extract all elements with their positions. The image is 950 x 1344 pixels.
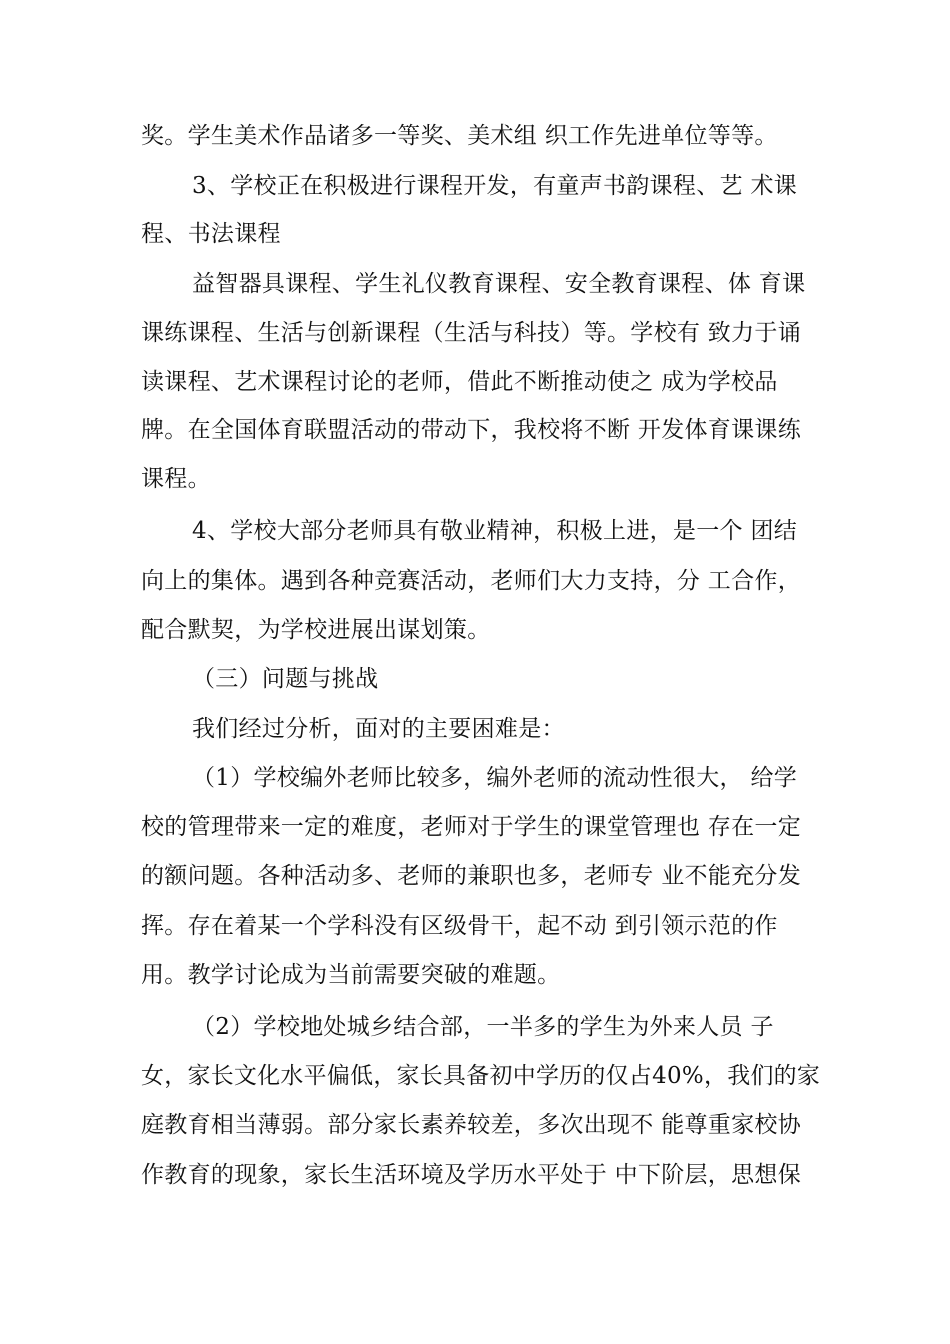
- text-line-10: 向上的集体。遇到各种竞赛活动，老师们大力支持，分 工合作，: [141, 568, 802, 594]
- text-line-11: 配合默契，为学校进展出谋划策。: [141, 617, 491, 643]
- text-line-21: 庭教育相当薄弱。部分家长素养较差，多次出现不 能尊重家校协: [141, 1112, 802, 1138]
- text-line-9: 4、学校大部分老师具有敬业精神，积极上进，是一个 团结: [192, 518, 798, 544]
- text-line-13: 我们经过分析，面对的主要困难是：: [192, 716, 565, 742]
- text-line-17: 挥。存在着某一个学科没有区级骨干，起不动 到引领示范的作: [141, 913, 778, 939]
- section-heading: （三）问题与挑战: [192, 666, 379, 692]
- text-line-8: 课程。: [141, 466, 211, 492]
- text-line-1: 奖。学生美术作品诸多一等奖、美术组 织工作先进单位等等。: [141, 123, 778, 149]
- text-line-7: 牌。在全国体育联盟活动的带动下，我校将不断 开发体育课课练: [141, 417, 802, 443]
- text-line-19: （2）学校地处城乡结合部，一半多的学生为外来人员 子: [192, 1014, 774, 1040]
- text-line-18: 用。教学讨论成为当前需要突破的难题。: [141, 962, 561, 988]
- text-line-2: 3、学校正在积极进行课程开发，有童声书韵课程、艺 术课: [192, 173, 798, 199]
- text-line-6: 读课程、艺术课程讨论的老师，借此不断推动使之 成为学校品: [141, 369, 778, 395]
- text-line-14: （1）学校编外老师比较多，编外老师的流动性很大， 给学: [192, 765, 798, 791]
- text-line-22: 作教育的现象，家长生活环境及学历水平处于 中下阶层，思想保: [141, 1162, 802, 1188]
- text-line-3: 程、书法课程: [141, 221, 281, 247]
- text-line-4: 益智器具课程、学生礼仪教育课程、安全教育课程、体 育课: [192, 271, 806, 297]
- text-line-5: 课练课程、生活与创新课程（生活与科技）等。学校有 致力于诵: [141, 320, 802, 346]
- text-line-16: 的额问题。各种活动多、老师的兼职也多，老师专 业不能充分发: [141, 863, 802, 889]
- text-line-20: 女，家长文化水平偏低，家长具备初中学历的仅占40%，我们的家: [141, 1063, 821, 1089]
- text-line-15: 校的管理带来一定的难度，老师对于学生的课堂管理也 存在一定: [141, 814, 802, 840]
